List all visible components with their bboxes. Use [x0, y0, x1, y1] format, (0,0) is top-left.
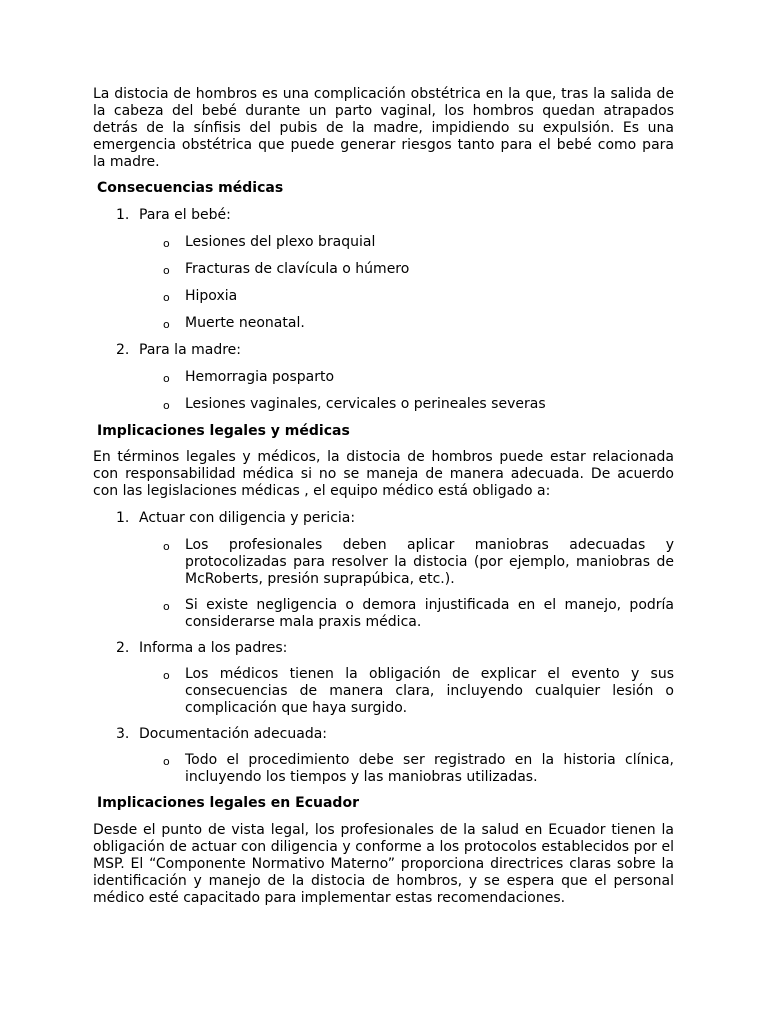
intro-paragraph: La distocia de hombros es una complicación obstétrica en la que, tras la salida de la cabeza del bebé durante un parto vaginal, los hombros quedan atrapados detrás de la sínfisis del pubis de la madre, impidiendo su expulsión. Es una emergencia obstétrica que puede generar riesgos tanto para el bebé como para la madre.	[93, 86, 674, 170]
sub-item-text: Hipoxia	[185, 288, 238, 304]
sub-item-text: Todo el procedimiento debe ser registrado en la historia clínica, incluyendo los tiempos y las maniobras utilizadas.	[185, 752, 674, 785]
sub-item-text: Fracturas de clavícula o húmero	[185, 261, 410, 277]
heading-consecuencias: Consecuencias médicas	[97, 180, 284, 196]
sub-item-text: Los profesionales deben aplicar maniobras adecuadas y protocolizadas para resolver la distocia (por ejemplo, maniobras de McRoberts, presión suprapúbica, etc.).	[185, 537, 674, 587]
numbered-item	[93, 510, 674, 527]
bullet-icon: o	[163, 399, 170, 412]
bullet-icon: o	[163, 600, 170, 613]
sub-list-item	[93, 597, 674, 631]
sub-item-text: Los médicos tienen la obligación de explicar el evento y sus consecuencias de manera clara, incluyendo cualquier lesión o complicación que haya surgido.	[185, 666, 674, 716]
sub-item-text: Muerte neonatal.	[185, 315, 305, 331]
bullet-icon: o	[163, 755, 170, 768]
sub-list-item	[93, 288, 674, 305]
sub-list-item	[93, 315, 674, 332]
bullet-icon: o	[163, 372, 170, 385]
sub-list-item	[93, 369, 674, 386]
bullet-icon: o	[163, 264, 170, 277]
bullet-icon: o	[163, 669, 170, 682]
sub-item-text: Hemorragia posparto	[185, 369, 335, 385]
item-number: 2.	[116, 342, 130, 358]
item-label: Actuar con diligencia y pericia:	[139, 510, 356, 526]
bullet-icon: o	[163, 237, 170, 250]
sub-item-text: Lesiones vaginales, cervicales o perineales severas	[185, 396, 546, 412]
implicaciones-paragraph: En términos legales y médicos, la distocia de hombros puede estar relacionada con responsabilidad médica si no se maneja de manera adecuada. De acuerdo con las legislaciones médicas , el equipo médico está obligado a:	[93, 449, 674, 499]
sub-list-item	[93, 234, 674, 251]
ecuador-paragraph: Desde el punto de vista legal, los profesionales de la salud en Ecuador tienen la obligación de actuar con diligencia y conforme a los protocolos establecidos por el MSP. El “Componente Normativo Materno” proporciona directrices claras sobre la identificación y manejo de la distocia de hombros, y se espera que el personal médico esté capacitado para implementar estas recomendaciones.	[93, 822, 674, 906]
item-label: Para el bebé:	[139, 207, 231, 223]
sub-list-item	[93, 396, 674, 413]
item-label: Informa a los padres:	[139, 640, 288, 656]
bullet-icon: o	[163, 291, 170, 304]
item-number: 2.	[116, 640, 130, 656]
bullet-icon: o	[163, 318, 170, 331]
sub-list-item	[93, 666, 674, 717]
item-number: 1.	[116, 510, 130, 526]
item-label: Documentación adecuada:	[139, 726, 327, 742]
item-number: 3.	[116, 726, 130, 742]
item-number: 1.	[116, 207, 130, 223]
document-content	[93, 86, 674, 907]
numbered-item	[93, 342, 674, 359]
numbered-item	[93, 640, 674, 657]
bullet-icon: o	[163, 540, 170, 553]
sub-list-item	[93, 261, 674, 278]
item-label: Para la madre:	[139, 342, 241, 358]
numbered-item	[93, 726, 674, 743]
numbered-item	[93, 207, 674, 224]
sub-item-text: Lesiones del plexo braquial	[185, 234, 376, 250]
sub-list-item	[93, 537, 674, 588]
sub-item-text: Si existe negligencia o demora injustificada en el manejo, podría considerarse mala praxis médica.	[185, 597, 674, 630]
heading-ecuador: Implicaciones legales en Ecuador	[97, 795, 359, 811]
sub-list-item	[93, 752, 674, 786]
heading-implicaciones: Implicaciones legales y médicas	[97, 423, 350, 439]
